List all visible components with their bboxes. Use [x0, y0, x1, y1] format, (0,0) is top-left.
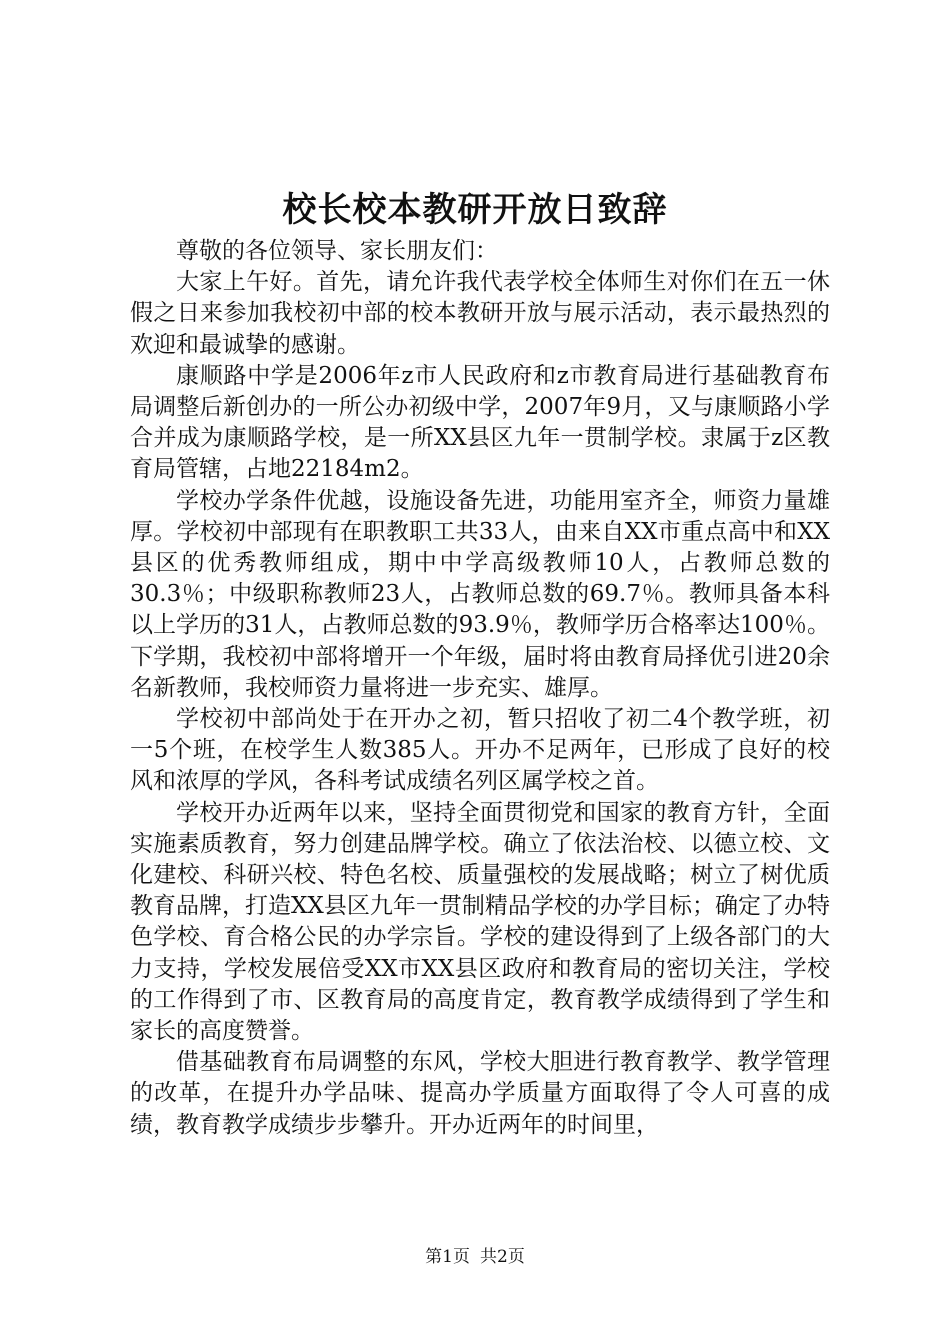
paragraph-school-history: 康顺路中学是2006年z市人民政府和z市教育局进行基础教育布局调整后新创办的一所公办初级中学，2007年9月，又与康顺路小学合并成为康顺路学校，是一所XX县区九年一贯制学校。隶属于z区教育局管辖，占地22184m2。	[130, 362, 830, 483]
greeting-line: 尊敬的各位领导、家长朋友们：	[176, 238, 498, 264]
paragraph-faculty: 学校办学条件优越，设施设备先进，功能用室齐全，师资力量雄厚。学校初中部现有在职教职工共33人，由来自XX市重点高中和XX县区的优秀教师组成，期中中学高级教师10人，占教师总数的30.3％；中级职称教师23人，占教师总数的69.7％。教师具备本科以上学历的31人，占教师总数的93.9％，教师学历合格率达100％。下学期，我校初中部将增开一个年级，届时将由教育局择优引进20余名新教师，我校师资力量将进一步充实、雄厚。	[130, 487, 830, 701]
document-title: 校长校本教研开放日致辞	[282, 190, 668, 230]
page-number: 第1页	[425, 1247, 470, 1267]
page-total: 共2页	[480, 1247, 525, 1267]
paragraph-reform: 借基础教育布局调整的东风，学校大胆进行教育教学、教学管理的改革，在提升办学品味、提高办学质量方面取得了令人可喜的成绩，教育教学成绩步步攀升。开办近两年的时间里，	[130, 1049, 830, 1138]
paragraph-students: 学校初中部尚处于在开办之初，暂只招收了初二4个教学班，初一5个班，在校学生人数385人。开办不足两年，已形成了良好的校风和浓厚的学风，各科考试成绩名列区属学校之首。	[130, 706, 830, 795]
page-footer	[0, 1245, 950, 1269]
document-body	[130, 236, 830, 1141]
paragraph-welcome: 大家上午好。首先，请允许我代表学校全体师生对你们在五一休假之日来参加我校初中部的校本教研开放与展示活动，表示最热烈的欢迎和最诚挚的感谢。	[130, 269, 830, 358]
paragraph-philosophy: 学校开办近两年以来，坚持全面贯彻党和国家的教育方针，全面实施素质教育，努力创建品牌学校。确立了依法治校、以德立校、文化建校、科研兴校、特色名校、质量强校的发展战略；树立了树优质教育品牌，打造XX县区九年一贯制精品学校的办学目标；确定了办特色学校、育合格公民的办学宗旨。学校的建设得到了上级各部门的大力支持，学校发展倍受XX市XX县区政府和教育局的密切关注，学校的工作得到了市、区教育局的高度肯定，教育教学成绩得到了学生和家长的高度赞誉。	[130, 799, 830, 1045]
